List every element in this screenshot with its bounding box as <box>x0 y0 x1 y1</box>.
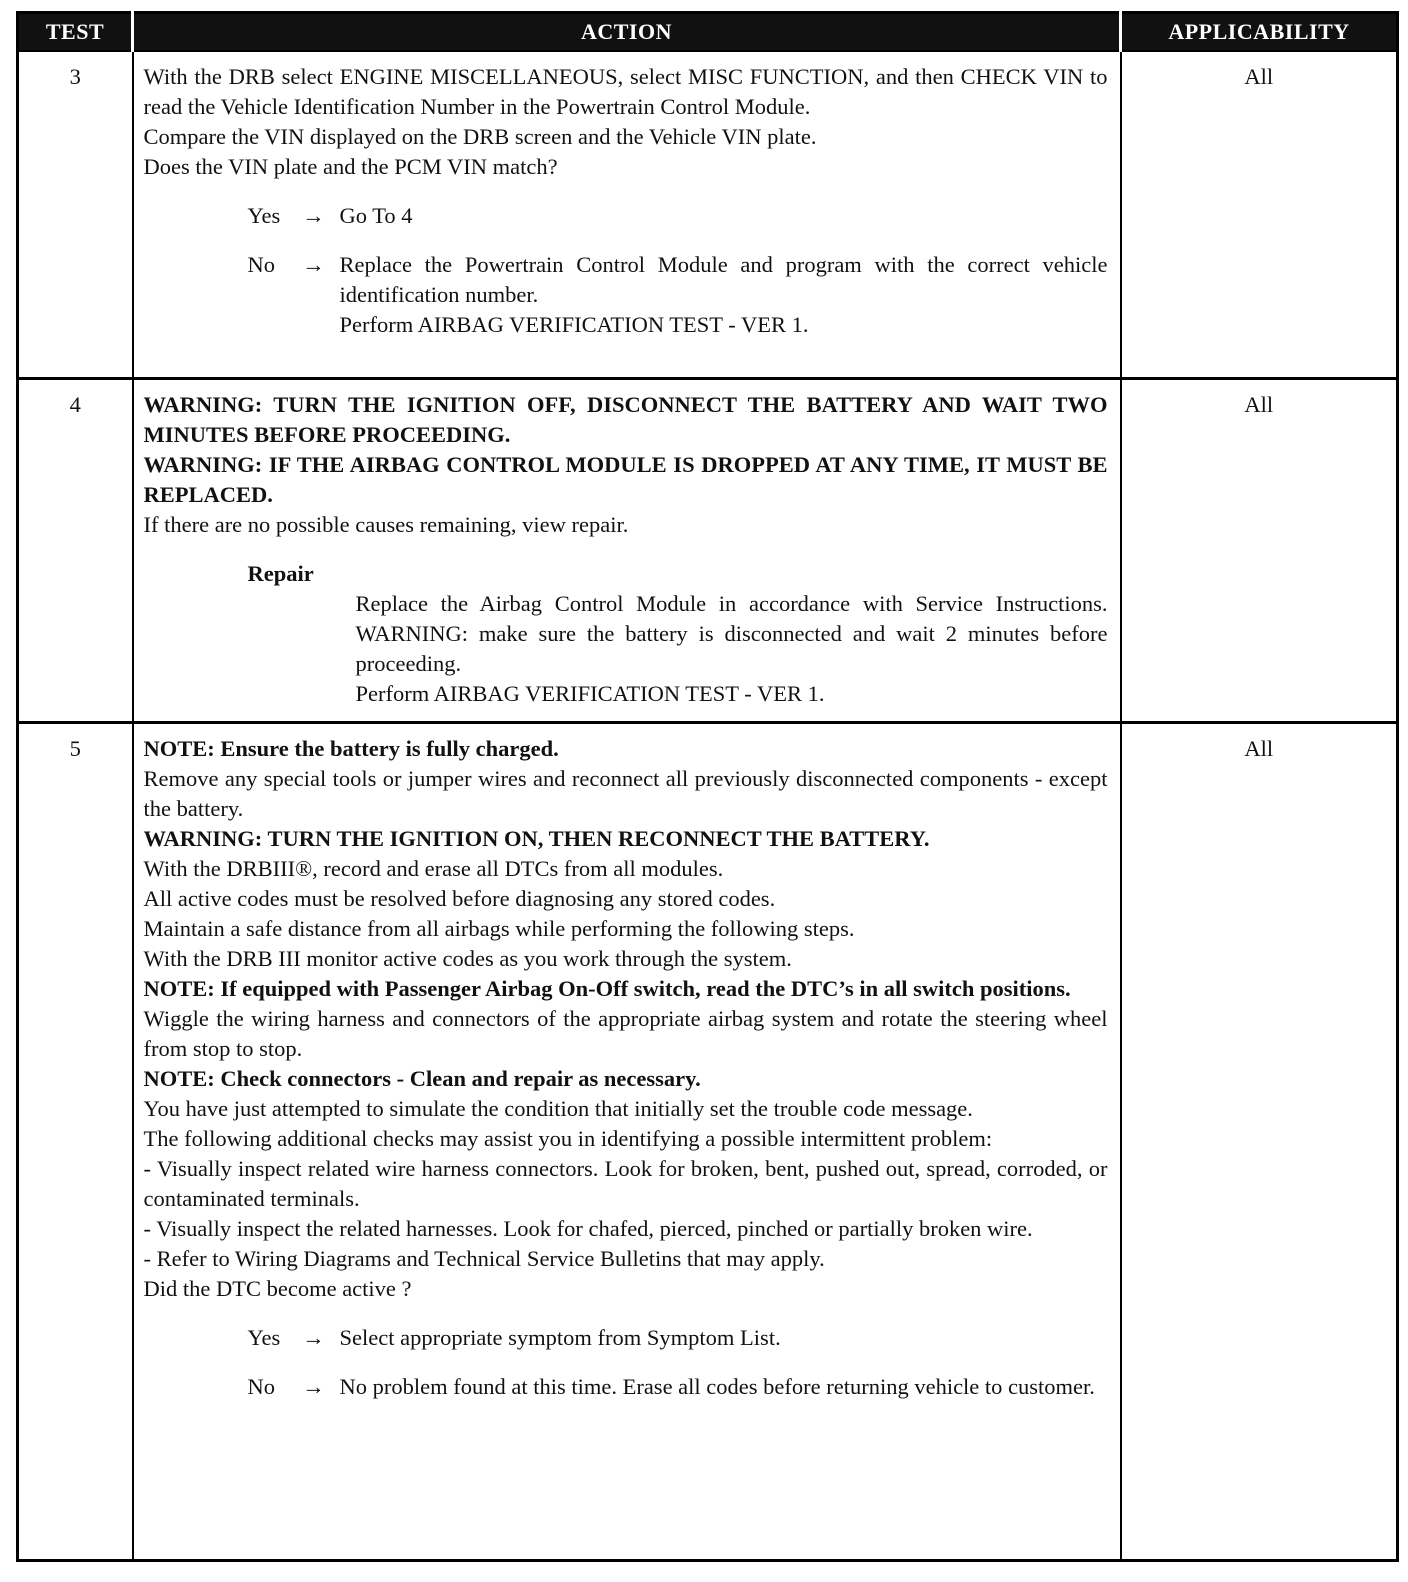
action-line: Did the DTC become active ? <box>143 1275 412 1301</box>
action-line: With the DRB select ENGINE MISCELLANEOUS, select MISC FUNCTION, and then CHECK VIN to read the Vehicle Identification Number in the Powertrain Control Module. <box>143 64 1108 119</box>
warning-text: WARNING: TURN THE IGNITION OFF, DISCONNECT THE BATTERY AND WAIT TWO MINUTES BEFORE PROCEEDING. <box>143 391 1108 447</box>
repair-instructions <box>144 589 1108 709</box>
no-label: No <box>247 1373 275 1399</box>
action-cell <box>133 51 1121 378</box>
arrow-right-icon: → <box>302 252 325 277</box>
action-line: Remove any special tools or jumper wires and reconnect all previously disconnected components - except the battery. <box>143 765 1108 821</box>
no-text: Replace the Powertrain Control Module and program with the correct vehicle identification number. <box>339 252 1108 307</box>
header-test: TEST <box>18 13 133 52</box>
action-line: With the DRBIII®, record and erase all DTCs from all modules. <box>143 855 724 881</box>
warning-text: WARNING: IF THE AIRBAG CONTROL MODULE IS DROPPED AT ANY TIME, IT MUST BE REPLACED. <box>143 451 1108 507</box>
table-row <box>18 378 1398 722</box>
no-text: No problem found at this time. Erase all codes before returning vehicle to customer. <box>339 1373 1095 1399</box>
yes-label: Yes <box>247 1324 281 1350</box>
yes-label: Yes <box>247 203 281 228</box>
arrow-right-icon: → <box>302 1373 325 1399</box>
yes-text: Go To 4 <box>339 203 413 228</box>
action-line: - Visually inspect related wire harness connectors. Look for broken, bent, pushed out, spread, corroded, or contaminated terminals. <box>143 1155 1108 1211</box>
action-line: Maintain a safe distance from all airbags while performing the following steps. <box>143 915 855 941</box>
header-applicability: APPLICABILITY <box>1121 13 1398 52</box>
note-text: NOTE: Ensure the battery is fully charged. <box>143 735 559 761</box>
note-text: NOTE: Check connectors - Clean and repair as necessary. <box>143 1065 701 1091</box>
applicability-value: All <box>1121 378 1398 722</box>
applicability-value: All <box>1121 722 1398 1560</box>
action-line: - Refer to Wiring Diagrams and Technical Service Bulletins that may apply. <box>143 1245 825 1271</box>
yes-text: Select appropriate symptom from Symptom List. <box>339 1324 781 1350</box>
note-text: NOTE: If equipped with Passenger Airbag On-Off switch, read the DTC’s in all switch positions. <box>143 975 1071 1001</box>
table-header-row <box>18 13 1398 52</box>
no-label: No <box>247 252 275 277</box>
test-number: 5 <box>18 722 133 1560</box>
action-line: - Visually inspect the related harnesses. Look for chafed, pierced, pinched or partially broken wire. <box>143 1215 1033 1241</box>
table-row <box>18 722 1398 1560</box>
action-line: With the DRB III monitor active codes as you work through the system. <box>143 945 792 971</box>
arrow-right-icon: → <box>302 203 325 228</box>
action-line: You have just attempted to simulate the condition that initially set the trouble code message. <box>143 1095 973 1121</box>
no-outcome <box>144 250 1108 340</box>
action-line: If there are no possible causes remaining, view repair. <box>143 511 629 537</box>
test-number: 4 <box>18 378 133 722</box>
repair-text: Replace the Airbag Control Module in accordance with Service Instructions. WARNING: make sure the battery is disconnected and wait 2 minutes before proceeding. <box>355 590 1108 676</box>
applicability-value: All <box>1121 51 1398 378</box>
action-line: Does the VIN plate and the PCM VIN match? <box>143 154 558 179</box>
warning-text: WARNING: TURN THE IGNITION ON, THEN RECONNECT THE BATTERY. <box>143 825 930 851</box>
action-line: Compare the VIN displayed on the DRB screen and the Vehicle VIN plate. <box>143 124 817 149</box>
action-line: Wiggle the wiring harness and connectors of the appropriate airbag system and rotate the steering wheel from stop to stop. <box>143 1005 1108 1061</box>
action-line: The following additional checks may assist you in identifying a possible intermittent problem: <box>143 1125 993 1151</box>
diagnostic-test-table <box>16 11 1399 1562</box>
header-action: ACTION <box>133 13 1121 52</box>
repair-label: Repair <box>247 560 314 586</box>
action-cell <box>133 378 1121 722</box>
table-row <box>18 51 1398 378</box>
arrow-right-icon: → <box>302 1324 325 1350</box>
yes-outcome <box>144 1323 1108 1353</box>
test-number: 3 <box>18 51 133 378</box>
action-cell <box>133 722 1121 1560</box>
repair-text-verification: Perform AIRBAG VERIFICATION TEST - VER 1. <box>355 680 825 706</box>
no-outcome <box>144 1372 1108 1402</box>
action-line: All active codes must be resolved before diagnosing any stored codes. <box>143 885 776 911</box>
yes-outcome <box>144 201 1108 231</box>
no-text-verification: Perform AIRBAG VERIFICATION TEST - VER 1. <box>339 312 809 337</box>
